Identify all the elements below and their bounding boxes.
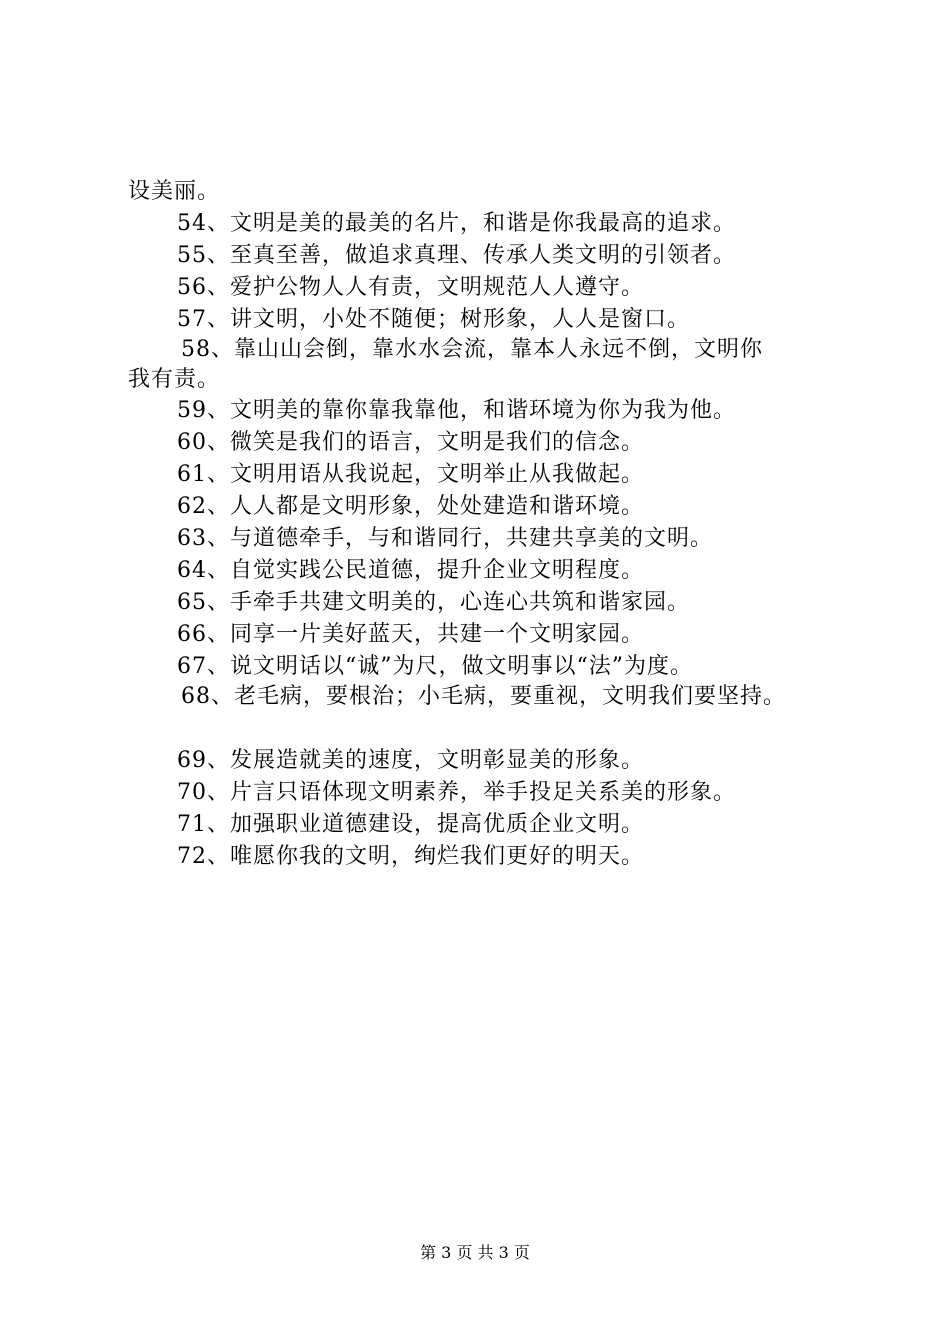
slogan-63: 63、与道德牵手，与和谐同行，共建共享美的文明。 xyxy=(177,526,713,551)
page-footer: 第 3 页 共 3 页 xyxy=(420,1243,530,1262)
slogan-68: 68、老毛病，要根治；小毛病，要重视，文明我们要坚持。 xyxy=(181,684,786,709)
slogan-59: 59、文明美的靠你靠我靠他，和谐环境为你为我为他。 xyxy=(177,398,736,423)
text-line-continuation: 设美丽。 xyxy=(128,179,221,204)
slogan-67: 67、说文明话以“诚”为尺，做文明事以“法”为度。 xyxy=(177,654,693,679)
slogan-69: 69、发展造就美的速度，文明彰显美的形象。 xyxy=(177,748,644,773)
slogan-66: 66、同享一片美好蓝天，共建一个文明家园。 xyxy=(177,622,644,647)
slogan-72: 72、唯愿你我的文明，绚烂我们更好的明天。 xyxy=(177,844,644,869)
slogan-56: 56、爱护公物人人有责，文明规范人人遵守。 xyxy=(177,275,644,300)
slogan-54: 54、文明是美的最美的名片，和谐是你我最高的追求。 xyxy=(177,211,736,236)
slogan-55: 55、至真至善，做追求真理、传承人类文明的引领者。 xyxy=(177,243,736,268)
slogan-58: 58、靠山山会倒，靠水水会流，靠本人永远不倒，文明你 xyxy=(181,337,763,362)
slogan-70: 70、片言只语体现文明素养，举手投足关系美的形象。 xyxy=(177,780,736,805)
slogan-71: 71、加强职业道德建设，提高优质企业文明。 xyxy=(177,812,644,837)
slogan-57: 57、讲文明，小处不随便；树形象，人人是窗口。 xyxy=(177,307,690,332)
slogan-62: 62、人人都是文明形象，处处建造和谐环境。 xyxy=(177,494,644,519)
slogan-64: 64、自觉实践公民道德，提升企业文明程度。 xyxy=(177,558,644,583)
slogan-61: 61、文明用语从我说起，文明举止从我做起。 xyxy=(177,462,644,487)
slogan-60: 60、微笑是我们的语言，文明是我们的信念。 xyxy=(177,430,644,455)
slogan-65: 65、手牵手共建文明美的，心连心共筑和谐家园。 xyxy=(177,590,690,615)
slogan-58-continuation: 我有责。 xyxy=(128,367,221,392)
